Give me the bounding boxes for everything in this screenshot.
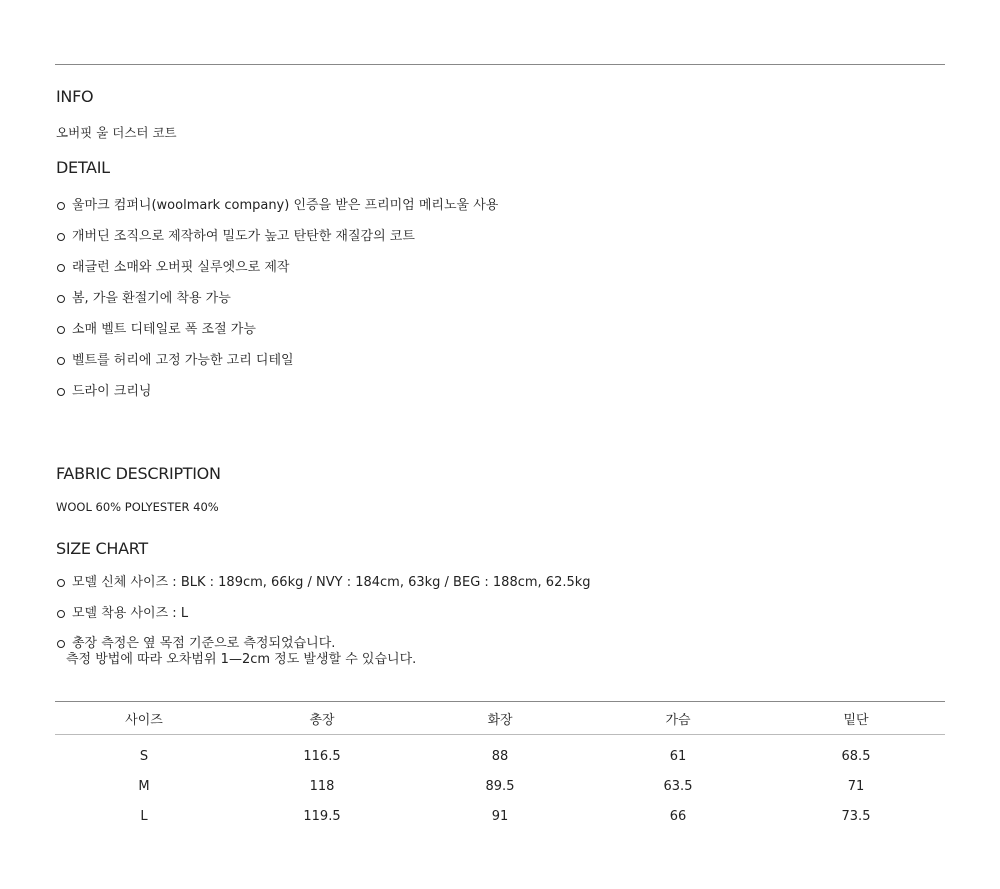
fabric-heading: FABRIC DESCRIPTION: [56, 464, 221, 483]
table-cell: 91: [491, 808, 509, 824]
detail-item: 래글런 소매와 오버핏 실루엣으로 제작: [56, 259, 498, 290]
circle-bullet-icon: [57, 357, 65, 365]
product-name: 오버핏 울 더스터 코트: [56, 125, 177, 140]
circle-bullet-icon: [57, 295, 65, 303]
size-chart-heading: SIZE CHART: [56, 539, 148, 558]
table-cell: 71: [847, 778, 865, 794]
table-cell: 88: [491, 748, 509, 764]
detail-heading: DETAIL: [56, 158, 110, 177]
table-cell: 119.5: [303, 808, 341, 824]
circle-bullet-icon: [57, 326, 65, 334]
table-row: [55, 771, 945, 801]
table-cell: 61: [669, 748, 687, 764]
table-cell: 116.5: [303, 748, 341, 764]
table-cell: 73.5: [841, 808, 871, 824]
size-table: [55, 701, 945, 831]
table-header-row: [55, 702, 945, 735]
table-row: [55, 735, 945, 772]
top-divider: [55, 64, 945, 65]
circle-bullet-icon: [57, 388, 65, 396]
column-header: 화장: [411, 702, 589, 735]
detail-item: 벨트를 허리에 고정 가능한 고리 디테일: [56, 352, 498, 383]
detail-item: 봄, 가을 환절기에 착용 가능: [56, 290, 498, 321]
table-cell: 68.5: [841, 748, 871, 764]
circle-bullet-icon: [57, 610, 65, 618]
table-cell: S: [139, 748, 149, 764]
measurement-note: 총장 측정은 옆 목점 기준으로 측정되었습니다. 측정 방법에 따라 오차범위 1—2cm 정도 발생할 수 있습니다.: [56, 636, 416, 668]
column-header: 가슴: [589, 702, 767, 735]
circle-bullet-icon: [57, 640, 65, 648]
fabric-composition: WOOL 60% POLYESTER 40%: [56, 500, 219, 514]
model-size-info: 모델 착용 사이즈 : L: [56, 605, 591, 636]
detail-item: 울마크 컴퍼니(woolmark company) 인증을 받은 프리미엄 메리노울 사용: [56, 197, 498, 228]
circle-bullet-icon: [57, 579, 65, 587]
detail-list: [56, 197, 498, 414]
circle-bullet-icon: [57, 233, 65, 241]
column-header: 사이즈: [55, 702, 233, 735]
table-cell: 66: [669, 808, 687, 824]
column-header: 총장: [233, 702, 411, 735]
table-cell: 89.5: [485, 778, 515, 794]
table-cell: L: [140, 808, 148, 824]
table-row: [55, 801, 945, 831]
table-cell: M: [138, 778, 150, 794]
table-cell: 118: [309, 778, 335, 794]
table-cell: 63.5: [663, 778, 693, 794]
circle-bullet-icon: [57, 264, 65, 272]
column-header: 밑단: [767, 702, 945, 735]
model-body-info: 모델 신체 사이즈 : BLK : 189cm, 66kg / NVY : 184cm, 63kg / BEG : 188cm, 62.5kg: [56, 574, 591, 605]
circle-bullet-icon: [57, 202, 65, 210]
detail-item: 소매 벨트 디테일로 폭 조절 가능: [56, 321, 498, 352]
size-notes-list: [56, 574, 591, 636]
info-heading: INFO: [56, 87, 94, 106]
detail-item: 드라이 크리닝: [56, 383, 498, 414]
detail-item: 개버딘 조직으로 제작하여 밀도가 높고 탄탄한 재질감의 코트: [56, 228, 498, 259]
